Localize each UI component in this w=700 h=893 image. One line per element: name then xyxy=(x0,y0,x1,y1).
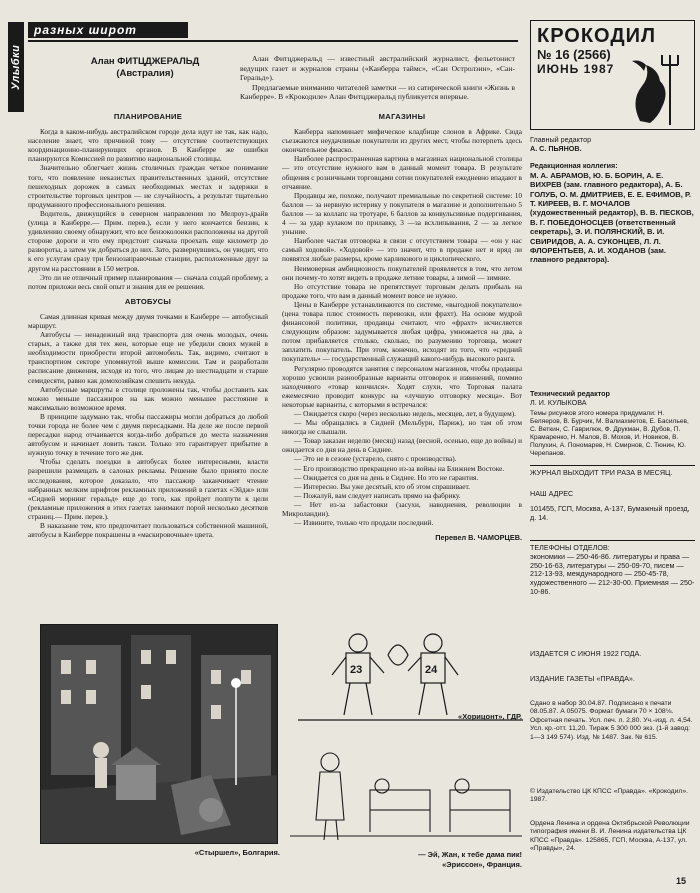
cartoon-hospital xyxy=(290,740,522,844)
address-label: НАШ АДРЕС xyxy=(530,489,574,498)
excuse-item: — Ожидается скоро (через несколько недель, месяцев, лет, в будущем). xyxy=(294,409,516,418)
article-author xyxy=(60,56,230,80)
paragraph: В принципе задумано так, чтобы пассажиры могли добраться до любой точки города не более чем с двумя пересадками. На деле же после первой пересадки народ отчаивается когда-либо добраться до места назначения автобусом и начинает ловить такси. Только это гарантирует прибытие в нужную точку в течение того же дня. xyxy=(28,411,268,458)
excuse-item: — Его производство прекращено из-за войны на Ближнем Востоке. xyxy=(294,463,505,473)
svg-text:23: 23 xyxy=(350,664,363,676)
paragraph: Автобусные маршруты в столице проложены так, чтобы доставить как можно меньше пассажиров на как можно меньшее расстояние в максимально возможное время. xyxy=(28,384,268,412)
article-column-left xyxy=(28,112,268,539)
page-number: 15 xyxy=(676,876,687,886)
section-title-shops: МАГАЗИНЫ xyxy=(378,112,426,121)
paragraph: Самая длинная кривая между двумя точками в Канберре — автобусный маршрут. xyxy=(28,311,268,330)
section-title-planning: ПЛАНИРОВАНИЕ xyxy=(113,112,183,121)
rubric-divider xyxy=(28,40,518,42)
section-title-buses: АВТОБУСЫ xyxy=(124,296,172,306)
paragraph: Это ли не отличный пример планирования — сначала создай проблему, а потом приложи весь свой опыт и знания для ее решения. xyxy=(28,272,268,291)
masthead xyxy=(530,20,695,130)
excuse-item: — Товар заказан неделю (месяц) назад (весной, осенью, еще до войны) и ожидается со дня на день в Сиднее. xyxy=(282,436,522,455)
issue-number: № 16 (2566) xyxy=(537,47,611,62)
translator-credit: Перевел В. ЧАМОРЦЕВ. xyxy=(435,533,522,543)
paragraph: Продавцы же, похоже, получают премиальные по секретной системе: 10 баллов — за нервную истерику у покупателя в магазине и дополнительно 5 баллов — за коллапс на тротуаре, 6 баллов за конвульсивные подергивания, 4 — за удар кулаком по прилавку, 3 —за всхлипывания, 2 — за легкое уныние. xyxy=(282,190,522,237)
since-note: ИЗДАЕТСЯ С ИЮНЯ 1922 ГОДА. xyxy=(530,649,642,658)
copyright: © Издательство ЦК КПСС «Правда». «Крокодил». 1987. xyxy=(530,788,689,804)
paragraph: В наказание тем, кто предпочитает пользоваться собственной машиной, автобусы в Канберре покрашены в «маскировочные» цвета. xyxy=(28,521,268,540)
svg-text:24: 24 xyxy=(425,664,438,676)
frequency-note: ЖУРНАЛ ВЫХОДИТ ТРИ РАЗА В МЕСЯЦ. xyxy=(530,468,673,477)
sidebar-divider xyxy=(530,540,695,541)
paragraph: Наиболее распространенная картина в магазинах национальной столицы — это отсутствие нужного вам в данный момент товара. В результате общения с розничными торговцами сотни покупателей ежедневно впадают в отчаяние. xyxy=(282,154,522,191)
printing-house: Ордена Ленина и ордена Октябрьской Революции типография имени В. И. Ленина издательства ЦК КПСС «Правда». 125865, ГСП, Москва, А-137, ул. «Правды», 24. xyxy=(530,820,690,853)
phones-label: ТЕЛЕФОНЫ ОТДЕЛОВ: xyxy=(530,543,610,552)
paragraph: Водитель, движущийся в северном направлении по Мелроуз-драйв (улица в Канберре.— Прим. перев.), если у него кончается бензин, к удивлению своему обнаружит, что все бензоколонки расположены на другой стороне дороги и что ему предстоит сначала проехать еще километр до развороты, а затем уж добраться до них. Зато, развернувшись, он увидит, что к его услугам сразу три бензозаправочные станции, расположенные друг за другом на расстоянии в 150 метров. xyxy=(28,208,268,273)
caption-gdr-text: «Хорицонт», ГДР. xyxy=(458,712,522,721)
editorial-board xyxy=(530,162,695,265)
paragraph: Значительно облегчает жизнь столичных граждан четкое понимание того, что появление неказистых правительственных зданий, отсутствие пешеходных дорожек в самых необходимых местах и задержки в строительстве торговых центров — не случайность, а результат тщательно продуманного профессионального решения. xyxy=(28,163,268,209)
caption-bulgaria: «Стыршел», Болгария. xyxy=(194,848,280,857)
themes-credits: Темы рисунков этого номера придумали: Н. Беляеров, В. Бурчик, М. Валиахметов, Е. Басильев, С. Веткин, С. Гаврилюк, Ф. Друкман, В. Дубов, П. Крамаренко, Н. Малов, В. Мохов, И. Новиков, В. Полухин, А. Пономарев, Н. Смирнов, С. Тюнин, Ю. Черепанов. xyxy=(530,410,689,457)
paragraph: Неимоверная амбициозность покупателей проявляется в том, что летом они почему-то хотят видеть в продаже летние товары, а зимой — зимние. xyxy=(282,263,522,282)
chief-editor xyxy=(530,136,695,154)
caption-gdr xyxy=(440,712,522,722)
publisher-note: ИЗДАНИЕ ГАЗЕТЫ «ПРАВДА». xyxy=(530,674,635,683)
phones-block xyxy=(530,544,695,597)
address-block xyxy=(530,490,695,522)
editorial-board-members: М. А. АБРАМОВ, Ю. Б. БОРИН, А. Е. ВИХРЕВ (зам. главного редактора), А. Б. ГОЛУБ, О. М. ДМИТРИЕВ, Е. Е. ЕФИМОВ, Р. Т. КИРЕЕВ, В. Г. МОЧАЛОВ (художественный редактор), В. В. ПЕСКОВ, В. Г. ПОБЕДОНОСЦЕВ (ответственный секретарь), Э. И. ПОЛЯНСКИЙ, В. И. СВИРИДОВ, А. А. СУКОНЦЕВ, Л. Л. ФЛОРЕНТЬЕВ, А. И. ХОДАНОВ (зам. главного редактора). xyxy=(530,170,694,265)
caption-france-line: — Эй, Жан, к тебе дама пик! xyxy=(418,850,522,859)
phones-text: экономики — 250-46-86. литературы и права — 250-16-63, литературы — 250-09-70, писем — 212-13-93, международного — 250-45-78, художественного — 212-30-00. Приемная — 250-10-86. xyxy=(530,551,695,596)
print-details: Сдано в набор 30.04.87. Подписано к печати 08.05.87. А 05075. Формат бумаги 70 × 108⅛. Офсетная печать. Усл. печ. л. 2,80. Уч.-изд. л. 4,54. Усл. кр.-отт. 11,20. Тираж 5 300 000 экз. (1-й завод: 1—3 149 574). Изд. № 1487. Зак. № 615. xyxy=(530,700,693,741)
magazine-title: КРОКОДИЛ xyxy=(537,25,656,47)
excuse-list xyxy=(282,409,522,527)
editorial-board-label: Редакционная коллегия: xyxy=(530,161,618,170)
paragraph: Цены в Канберре устанавливаются по системе, «выгодной покупателю» (цена товара плюс стоимость перевозки, или фрахт). На основе мудрой финансовой политики, продавцы считают, что «фрахт» исчисляется следующим образом: задумывается любая цифра, умножается на два, а потом прибавляется столько, сколько, по разумению торговца, может заплатить покупатель. При этом, конечно, исходят из того, что «средний покупатель» — государственный служащий какого-нибудь высокого ранга. xyxy=(282,299,522,364)
author-name: Алан ФИТЦДЖЕРАЛЬД xyxy=(90,56,200,67)
excuse-item: — Ожидается со дня на день в Сиднее. Но это не гарантия. xyxy=(294,472,479,482)
excuse-item: — Пожалуй, вам следует написать прямо на фабрику. xyxy=(294,490,461,500)
cartoon-drawing xyxy=(290,740,522,844)
tech-editor-label: Технический редактор xyxy=(530,389,610,398)
excuse-item: — Мы обращались в Сидней (Мельбурн, Париж), но там об этом никогда не слышали. xyxy=(282,418,522,437)
chief-editor-name: А. С. ПЬЯНОВ. xyxy=(530,143,582,153)
article-column-middle xyxy=(282,112,522,542)
paragraph: Канберра напоминает мифическое кладбище слонов в Африке. Сюда съезжаются неудачливые покупатели из других мест, чтобы потерпеть здесь окончательное фиаско. xyxy=(282,127,522,155)
cartoon-drawing xyxy=(41,625,278,844)
paragraph: Чтобы сделать поездки в автобусах более интересными, власти разрешили размещать в салонах рекламы. Решение было принято после исследования, которое доказало, что пассажир заканчивает чтение набранных мелким шрифтом рекламных приложений в газетах «Эйдж» или «Сидней морнинг геральд» еще до того, как пройдет полпути к цели (рекламные приложения в этих газетах занимают порой несколько десятков страниц.— Прим. перев.). xyxy=(28,457,268,521)
crocodile-logo-icon xyxy=(610,51,690,127)
rubric-title: разных широт xyxy=(28,22,188,38)
masthead-sidebar xyxy=(530,20,695,888)
paragraph: Когда в каком-нибудь австралийском городе дела идут не так, как надо, население знает, что причиной тому — отсутствие соответствующих координационно-планирующих органов. В Канберре же ошибки планируются Комиссией по развитию национальной столицы. xyxy=(28,127,268,164)
caption-france-source: «Эриссон», Франция. xyxy=(442,859,522,869)
excuse-item: — Нет из-за забастовки (засухи, наводнения, революции в Микроландии). xyxy=(282,499,522,519)
paragraph: Автобусы — ненадежный вид транспорта для очень молодых, очень старых, а также для тех жен, которые еще не убедили своих мужей в необходимости приобрести второй автомобиль. Так, видимо, считают в транспортном секторе упомянутой выше комиссии. Там и разработали расписание движения, исходя из того, что лицам до шестнадцати и старше семидесяти, равно как домохозяйкам спешить некуда. xyxy=(28,330,268,385)
excuse-item: — Это не в сезоне (устарело, снято с производства). xyxy=(294,454,457,464)
rubric-side-label: Улыбки xyxy=(8,22,24,112)
author-country: (Австралия) xyxy=(116,68,174,79)
sidebar-divider xyxy=(530,465,695,466)
tech-editor xyxy=(530,390,695,408)
intro-paragraph: Предлагаемые вниманию читателей заметки — из сатирической книги «Жизнь в Канберре». В «Крокодиле» Алан Фитцджеральд публикуется впервые. xyxy=(240,82,515,102)
cartoon-night-street xyxy=(40,624,278,844)
intro-paragraph: Алан Фитцджеральд — известный австралийский журналист, фельетонист ведущих газет и журналов страны («Канберра таймс», «Сан Остролэин», «Сан-Геральд»). xyxy=(240,54,515,83)
article-intro xyxy=(240,54,515,102)
paragraph: Наиболее частая отговорка в связи с отсутствием товара — «он у нас самый ходовой». «Ходовой» — это значит, что в продаже нет и вряд ли появятся любые размеры, кроме карликового и циклопического. xyxy=(282,236,522,264)
address-text: 101455, ГСП, Москва, А-137, Бумажный проезд, д. 14. xyxy=(530,503,690,522)
caption-france xyxy=(380,850,522,869)
paragraph: Регулярно проводятся занятия с персоналом магазинов, чтобы продавцы хорошо усвоили разнообразные варианты отговорок и извинений, поммио находчивого «товар кончился». Ходят слухи, что Торговая палата ежемесячно проводит конкурс на «лучшую отговорку месяца». Вот некоторые варианты, с которыми я встречался: xyxy=(282,363,522,409)
paragraph: Но отсутствие товара не препятствует торговым делать прибыль на продаже того, что вам в данный момент вовсе не нужно. xyxy=(282,281,522,300)
issue-date: ИЮНЬ 1987 xyxy=(537,62,615,76)
tech-editor-name: Л. И. КУЛЫКОВА xyxy=(530,397,587,407)
chief-editor-label: Главный редактор xyxy=(530,135,592,144)
excuse-item: — Интересно. Вы уже десятый, кто об этом спрашивает. xyxy=(294,481,470,491)
excuse-item: — Извините, только что продали последний. xyxy=(294,518,434,528)
